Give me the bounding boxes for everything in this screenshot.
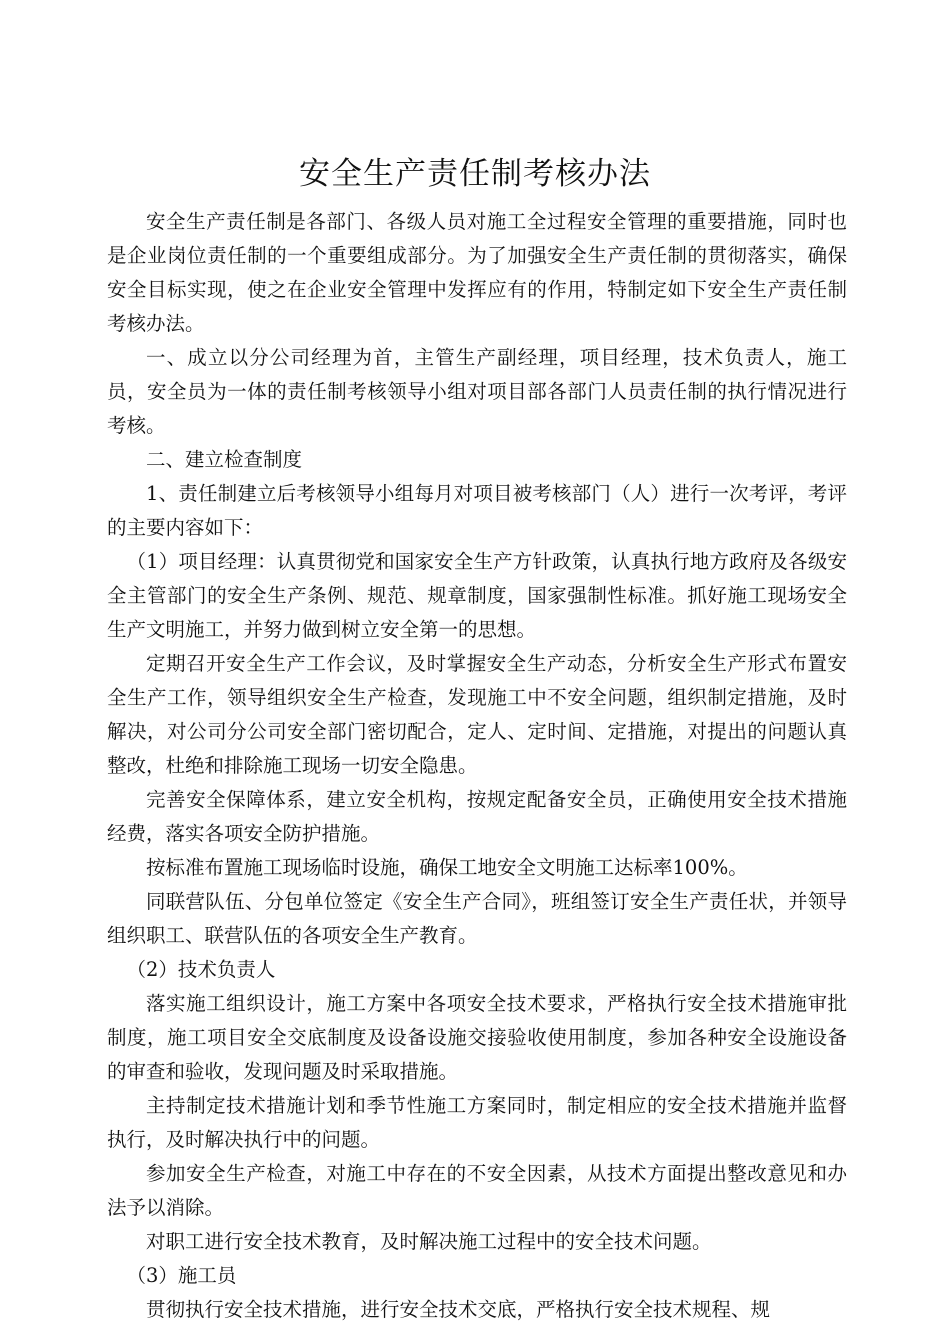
- paragraph-section-1: 一、成立以分公司经理为首，主管生产副经理，项目经理，技术负责人，施工员，安全员为一体的责任制考核领导小组对项目部各部门人员责任制的执行情况进行考核。: [107, 346, 847, 437]
- paragraph-safety-inspection: 参加安全生产检查，对施工中存在的不安全因素，从技术方面提出整改意见和办法予以消除。: [107, 1162, 847, 1219]
- paragraph-safety-education: 对职工进行安全技术教育，及时解决施工过程中的安全技术问题。: [146, 1230, 712, 1253]
- paragraph-technical-plans: 主持制定技术措施计划和季节性施工方案同时，制定相应的安全技术措施并监督执行，及时解决执行中的问题。: [107, 1094, 847, 1151]
- paragraph-contracts: 同联营队伍、分包单位签定《安全生产合同》，班组签订安全生产责任状，并领导组织职工、联营队伍的各项安全生产教育。: [107, 890, 847, 947]
- paragraph-construction-worker-heading: （3）施工员: [126, 1264, 237, 1287]
- document-body: [107, 205, 847, 1327]
- document-title: 安全生产责任制考核办法: [299, 156, 651, 192]
- paragraph-meetings: 定期召开安全生产工作会议，及时掌握安全生产动态，分析安全生产形式布置安全生产工作，领导组织安全生产检查，发现施工中不安全问题，组织制定措施，及时解决，对公司分公司安全部门密切配合，定人、定时间、定措施，对提出的问题认真整改，杜绝和排除施工现场一切安全隐患。: [107, 652, 847, 777]
- paragraph-technical-lead-heading: （2）技术负责人: [126, 958, 276, 981]
- paragraph-intro: 安全生产责任制是各部门、各级人员对施工全过程安全管理的重要措施，同时也是企业岗位责任制的一个重要组成部分。为了加强安全生产责任制的贯彻落实，确保安全目标实现，使之在企业安全管理中发挥应有的作用，特制定如下安全生产责任制考核办法。: [107, 210, 847, 335]
- paragraph-section-2-heading: 二、建立检查制度: [146, 448, 303, 471]
- paragraph-temporary-facilities: 按标准布置施工现场临时设施，确保工地安全文明施工达标率100%。: [146, 856, 748, 879]
- paragraph-technical-implementation: 落实施工组织设计，施工方案中各项安全技术要求，严格执行安全技术措施审批制度，施工项目安全交底制度及设备设施交接验收使用制度，参加各种安全设施设备的审查和验收，发现问题及时采取措施。: [107, 992, 847, 1083]
- paragraph-construction-worker-duties: 贯彻执行安全技术措施，进行安全技术交底，严格执行安全技术规程、规: [146, 1298, 771, 1321]
- paragraph-safety-system: 完善安全保障体系，建立安全机构，按规定配备安全员，正确使用安全技术措施经费，落实各项安全防护措施。: [107, 788, 847, 845]
- paragraph-item-1: 1、责任制建立后考核领导小组每月对项目被考核部门（人）进行一次考评，考评的主要内容如下：: [107, 482, 847, 539]
- paragraph-project-manager: （1）项目经理：认真贯彻党和国家安全生产方针政策，认真执行地方政府及各级安全主管部门的安全生产条例、规范、规章制度，国家强制性标准。抓好施工现场安全生产文明施工，并努力做到树立安全第一的思想。: [107, 550, 847, 641]
